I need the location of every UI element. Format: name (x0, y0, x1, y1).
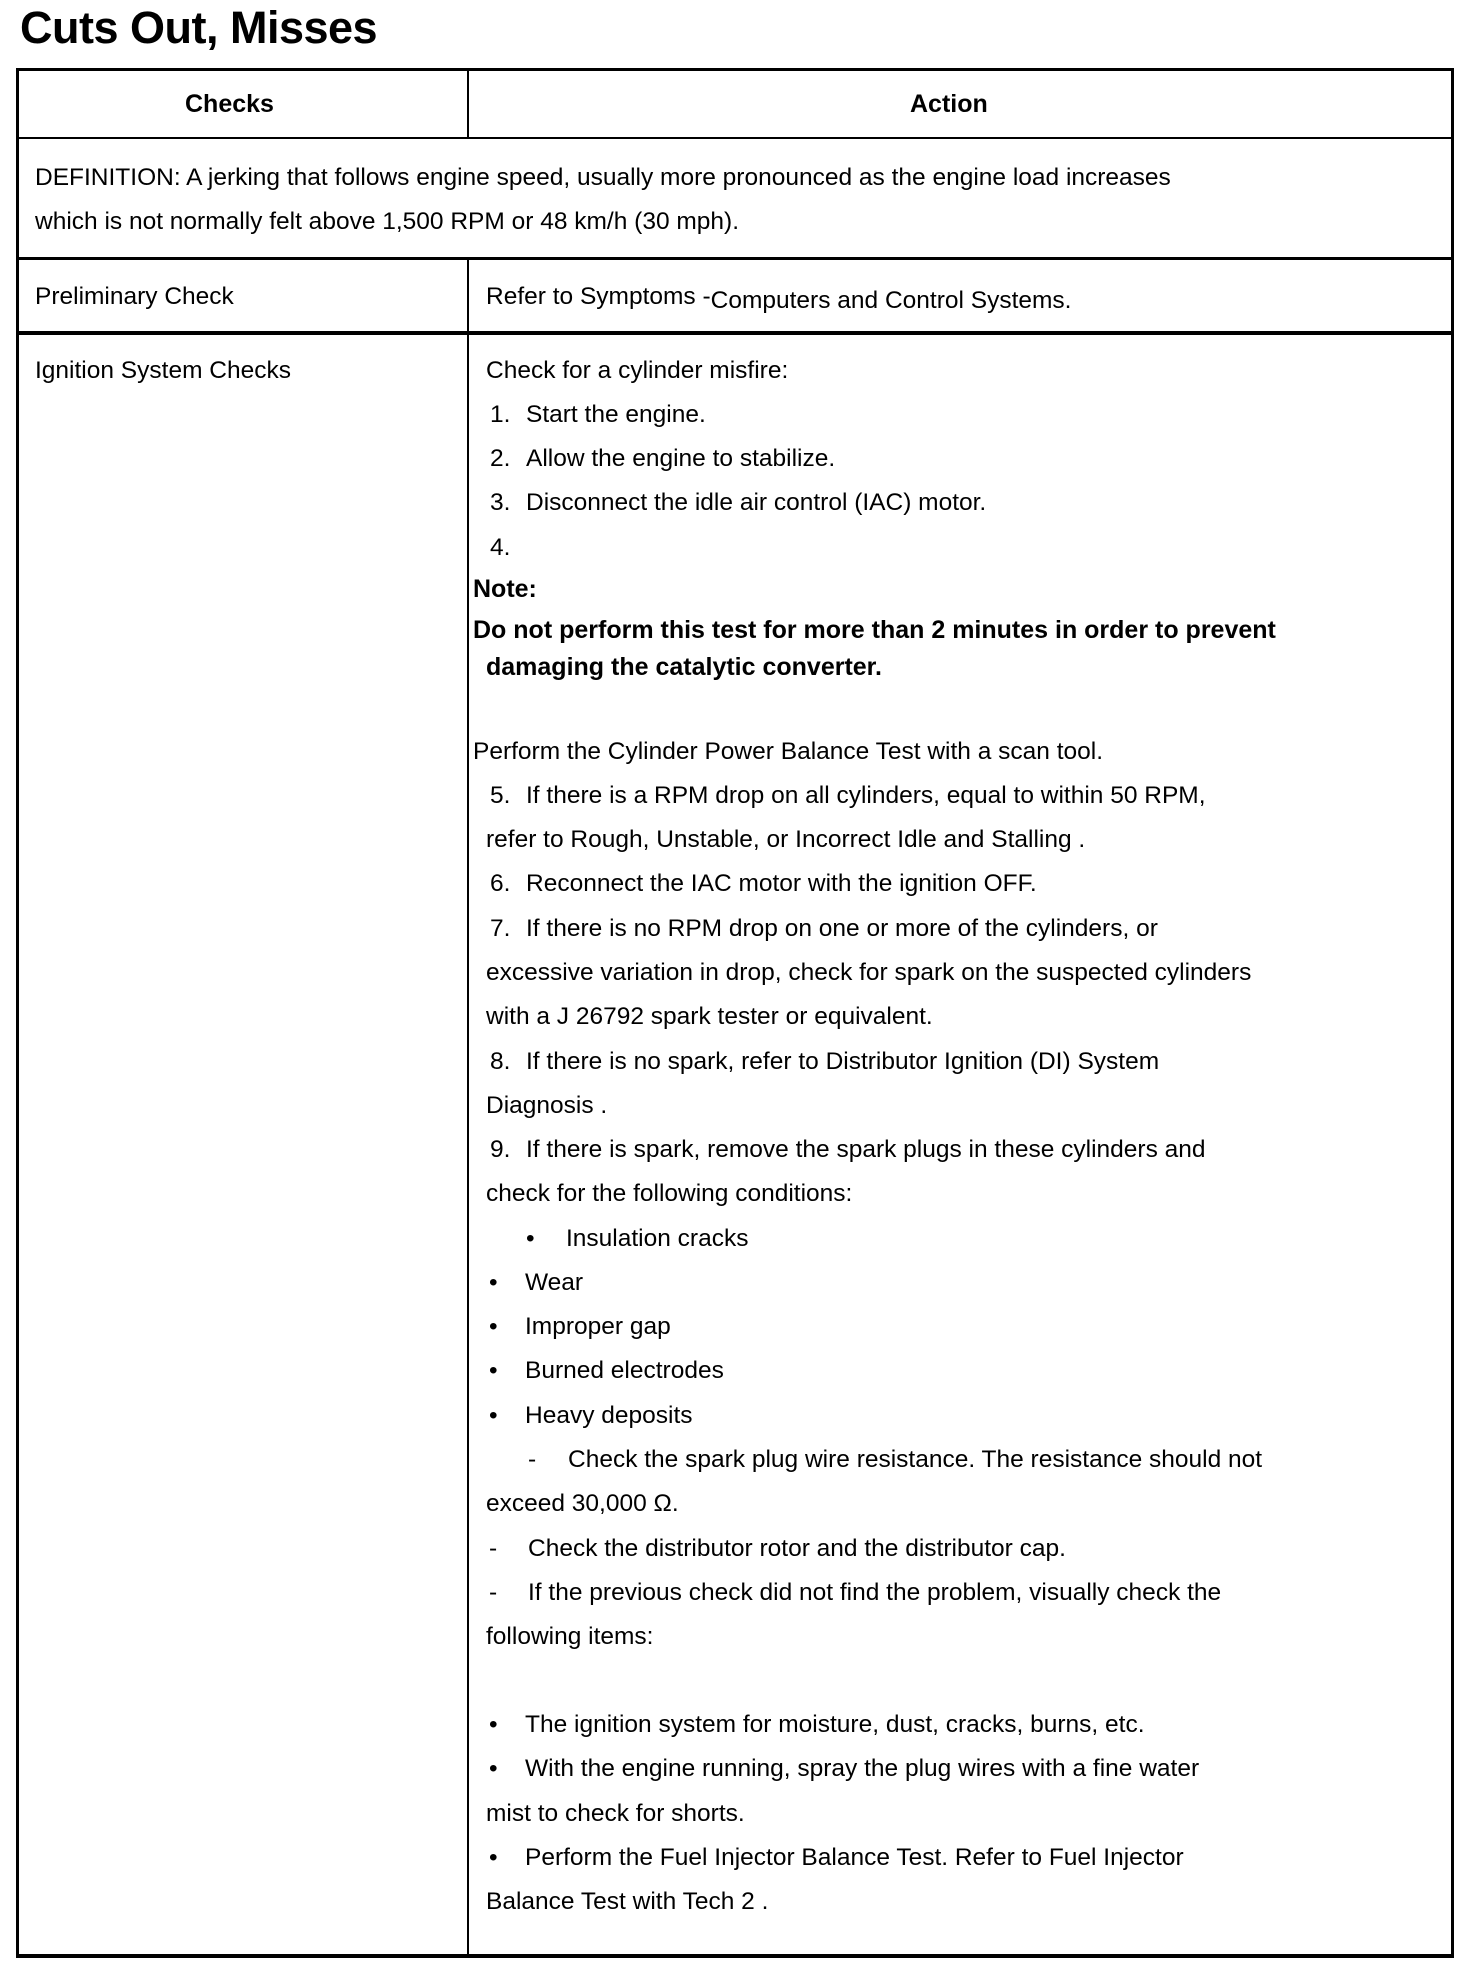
definition-line-1: DEFINITION: A jerking that follows engine speed, usually more pronounced as the engine load increases (35, 164, 1171, 191)
bullet-icon: • (489, 1755, 498, 1782)
table-border-bottom (16, 1954, 1454, 1958)
visual-item-injector-test: • Perform the Fuel Injector Balance Test. Refer to Fuel Injector (489, 1844, 1184, 1871)
bullet-icon: • (489, 1402, 498, 1429)
column-header-action: Action (910, 90, 988, 118)
visual-item-spray: • With the engine running, spray the plug wires with a fine water (489, 1755, 1200, 1782)
definition-line-2: which is not normally felt above 1,500 RPM or 48 km/h (30 mph). (35, 208, 740, 235)
action-preliminary (486, 282, 1071, 312)
step-7-continued-1: excessive variation in drop, check for spark on the suspected cylinders (486, 959, 1252, 986)
step-7-continued-2: with a J 26792 spark tester or equivalent. (486, 1003, 933, 1030)
dash-item-visual-check-continued: following items: (486, 1623, 654, 1650)
step-6: 6. Reconnect the IAC motor with the ignition OFF. (490, 870, 1037, 897)
step-9: 9. If there is spark, remove the spark plugs in these cylinders and (490, 1136, 1206, 1163)
dash-item-wire-resistance: - Check the spark plug wire resistance. The resistance should not (528, 1446, 1263, 1473)
bullet-icon: • (489, 1269, 498, 1296)
condition-item: • Wear (489, 1269, 584, 1296)
page-title: Cuts Out, Misses (20, 2, 378, 53)
preliminary-divider (16, 331, 1454, 335)
visual-item-injector-test-continued[interactable]: Balance Test with Tech 2 . (486, 1888, 769, 1915)
condition-item: • Heavy deposits (489, 1402, 693, 1429)
note-text-line-1: Do not perform this test for more than 2 minutes in order to prevent (473, 616, 1276, 644)
perform-power-balance: Perform the Cylinder Power Balance Test with a scan tool. (473, 738, 1104, 765)
bullet-icon: • (526, 1225, 535, 1252)
bullet-icon: • (489, 1711, 498, 1738)
condition-item: • Burned electrodes (489, 1357, 724, 1384)
note-text-line-2: damaging the catalytic converter. (486, 653, 882, 681)
visual-item-spray-continued: mist to check for shorts. (486, 1800, 745, 1827)
condition-item: • Improper gap (489, 1313, 671, 1340)
dash-item-rotor-cap: - Check the distributor rotor and the distributor cap. (489, 1535, 1066, 1562)
table-border-left (16, 68, 19, 1957)
dash-item-wire-resistance-continued: exceed 30,000 Ω. (486, 1490, 679, 1517)
computers-control-systems-link[interactable]: Computers and Control Systems. (710, 287, 1072, 314)
step-8: 8. If there is no spark, refer to Distributor Ignition (DI) System (490, 1048, 1160, 1075)
step-7: 7. If there is no RPM drop on one or more of the cylinders, or (490, 915, 1158, 942)
step-2: 2. Allow the engine to stabilize. (490, 445, 836, 472)
definition-divider (16, 257, 1454, 260)
step-1: 1. Start the engine. (490, 401, 706, 428)
condition-item: • Insulation cracks (526, 1225, 749, 1252)
step-4: 4. (490, 534, 511, 561)
bullet-icon: • (489, 1844, 498, 1871)
header-divider (16, 137, 1454, 139)
column-divider-header (467, 68, 469, 139)
dash-icon: - (489, 1535, 498, 1562)
dash-item-visual-check: - If the previous check did not find the problem, visually check the (489, 1579, 1222, 1606)
column-header-checks: Checks (185, 90, 274, 118)
check-preliminary: Preliminary Check (35, 283, 234, 310)
check-ignition-system: Ignition System Checks (35, 357, 291, 384)
step-9-continued: check for the following conditions: (486, 1180, 853, 1207)
table-border-top (16, 68, 1454, 71)
refer-to-symptoms-text: Refer to Symptoms - (486, 283, 711, 310)
note-label: Note: (473, 575, 537, 603)
step-3: 3. Disconnect the idle air control (IAC) motor. (490, 489, 987, 516)
step-5: 5. If there is a RPM drop on all cylinders, equal to within 50 RPM, (490, 782, 1206, 809)
dash-icon: - (489, 1579, 498, 1606)
dash-icon: - (528, 1446, 537, 1473)
visual-item-moisture: • The ignition system for moisture, dust, cracks, burns, etc. (489, 1711, 1145, 1738)
column-divider-body (467, 258, 469, 1956)
table-border-right (1451, 68, 1454, 1957)
misfire-intro: Check for a cylinder misfire: (486, 357, 789, 384)
bullet-icon: • (489, 1357, 498, 1384)
bullet-icon: • (489, 1313, 498, 1340)
step-5-continued[interactable]: refer to Rough, Unstable, or Incorrect Idle and Stalling . (486, 826, 1086, 853)
step-8-continued[interactable]: Diagnosis . (486, 1092, 608, 1119)
